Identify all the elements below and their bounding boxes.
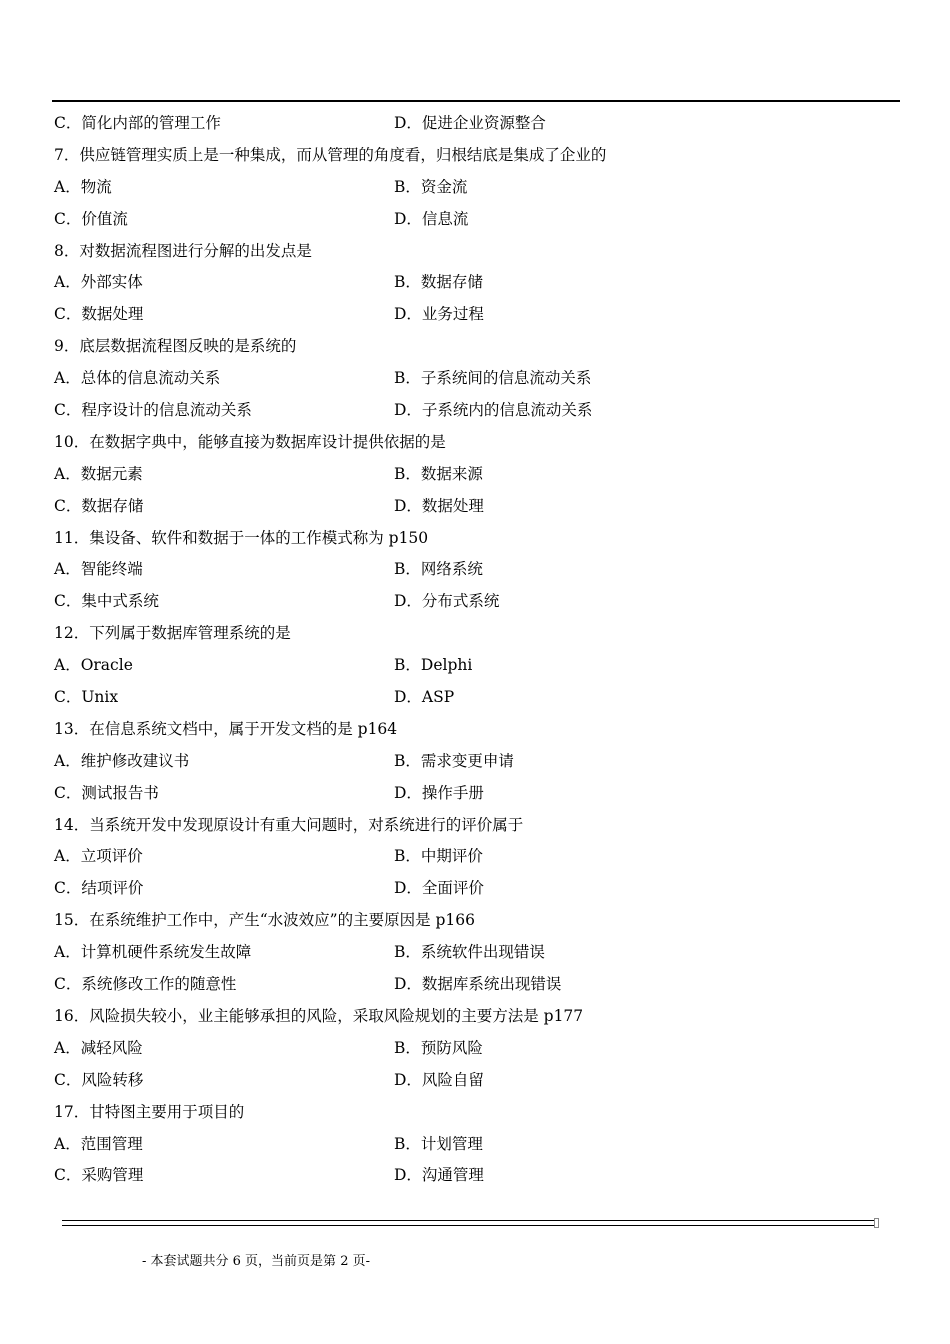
option-right: D．分布式系统 xyxy=(394,592,500,611)
option-right: B．系统软件出现错误 xyxy=(394,943,545,962)
option-left: A．数据元素 xyxy=(54,464,143,483)
option-row xyxy=(54,746,894,778)
question-line xyxy=(54,331,894,363)
option-row xyxy=(54,363,894,395)
option-left: C．数据处理 xyxy=(54,305,144,324)
option-left: C．风险转移 xyxy=(54,1070,144,1089)
option-right: D．沟通管理 xyxy=(394,1166,484,1185)
bottom-divider xyxy=(62,1220,874,1226)
option-left: A．智能终端 xyxy=(54,560,143,579)
option-row xyxy=(54,586,894,618)
option-left: C．程序设计的信息流动关系 xyxy=(54,401,252,420)
option-right: D．风险自留 xyxy=(394,1070,484,1089)
option-right: D．数据处理 xyxy=(394,496,484,515)
option-row xyxy=(54,299,894,331)
option-row xyxy=(54,267,894,299)
option-left: A．外部实体 xyxy=(54,273,143,292)
question-text: 10．在数据字典中，能够直接为数据库设计提供依据的是 xyxy=(54,432,446,451)
top-divider xyxy=(52,100,900,102)
question-line xyxy=(54,140,894,172)
option-row xyxy=(54,395,894,427)
option-right: D．子系统内的信息流动关系 xyxy=(394,401,593,420)
question-line xyxy=(54,1001,894,1033)
option-right: D．全面评价 xyxy=(394,879,484,898)
option-row xyxy=(54,554,894,586)
question-text: 9．底层数据流程图反映的是系统的 xyxy=(54,337,297,356)
option-row xyxy=(54,1129,894,1161)
exam-content xyxy=(54,108,894,1192)
option-row xyxy=(54,459,894,491)
option-row xyxy=(54,873,894,905)
option-left: C．Unix xyxy=(54,688,119,707)
question-text: 17．甘特图主要用于项目的 xyxy=(54,1102,245,1121)
option-row xyxy=(54,108,894,140)
question-line xyxy=(54,1097,894,1129)
option-right: B．Delphi xyxy=(394,656,473,675)
option-row xyxy=(54,841,894,873)
option-right: B．数据来源 xyxy=(394,464,483,483)
page-footer: - 本套试题共分 6 页，当前页是第 2 页- xyxy=(142,1254,370,1269)
option-left: C．数据存储 xyxy=(54,496,144,515)
option-left: A．总体的信息流动关系 xyxy=(54,369,221,388)
option-row xyxy=(54,650,894,682)
option-row xyxy=(54,1160,894,1192)
option-row xyxy=(54,937,894,969)
option-left: C．测试报告书 xyxy=(54,783,159,802)
option-left: C．集中式系统 xyxy=(54,592,159,611)
option-left: A．Oracle xyxy=(54,656,133,675)
option-row xyxy=(54,969,894,1001)
option-right: D．业务过程 xyxy=(394,305,484,324)
option-right: D．信息流 xyxy=(394,209,469,228)
option-right: B．数据存储 xyxy=(394,273,483,292)
option-left: C．采购管理 xyxy=(54,1166,144,1185)
question-text: 7．供应链管理实质上是一种集成，而从管理的角度看，归根结底是集成了企业的 xyxy=(54,145,607,164)
option-right: D．数据库系统出现错误 xyxy=(394,975,562,994)
option-right: B．网络系统 xyxy=(394,560,483,579)
option-left: C．简化内部的管理工作 xyxy=(54,114,221,132)
question-line xyxy=(54,810,894,842)
question-text: 15．在系统维护工作中，产生“水波效应”的主要原因是 p166 xyxy=(54,911,476,930)
option-left: A．计算机硬件系统发生故障 xyxy=(54,943,252,962)
option-right: B．中期评价 xyxy=(394,847,483,866)
option-left: C．结项评价 xyxy=(54,879,144,898)
question-text: 12．下列属于数据库管理系统的是 xyxy=(54,624,291,643)
question-text: 8．对数据流程图进行分解的出发点是 xyxy=(54,241,312,260)
option-right: D．促进企业资源整合 xyxy=(394,114,546,132)
option-left: C．系统修改工作的随意性 xyxy=(54,975,237,994)
option-left: A．物流 xyxy=(54,177,112,196)
question-text: 16．风险损失较小，业主能够承担的风险，采取风险规划的主要方法是 p177 xyxy=(54,1006,584,1025)
option-row xyxy=(54,491,894,523)
option-right: B．计划管理 xyxy=(394,1134,483,1153)
option-row xyxy=(54,778,894,810)
option-row xyxy=(54,1065,894,1097)
question-text: 11．集设备、软件和数据于一体的工作模式称为 p150 xyxy=(54,528,429,547)
option-row xyxy=(54,204,894,236)
option-left: A．范围管理 xyxy=(54,1134,143,1153)
option-row xyxy=(54,682,894,714)
question-line xyxy=(54,236,894,268)
option-right: D．ASP xyxy=(394,688,455,707)
option-row xyxy=(54,172,894,204)
question-line xyxy=(54,905,894,937)
question-line xyxy=(54,618,894,650)
question-line xyxy=(54,427,894,459)
option-left: C．价值流 xyxy=(54,209,128,228)
option-right: B．资金流 xyxy=(394,177,468,196)
option-row xyxy=(54,1033,894,1065)
option-left: A．维护修改建议书 xyxy=(54,751,190,770)
option-right: B．子系统间的信息流动关系 xyxy=(394,369,592,388)
option-right: D．操作手册 xyxy=(394,783,484,802)
option-left: A．立项评价 xyxy=(54,847,143,866)
question-line xyxy=(54,523,894,555)
option-right: B．预防风险 xyxy=(394,1038,483,1057)
question-line xyxy=(54,714,894,746)
option-left: A．减轻风险 xyxy=(54,1038,143,1057)
question-text: 14．当系统开发中发现原设计有重大问题时，对系统进行的评价属于 xyxy=(54,815,524,834)
option-right: B．需求变更申请 xyxy=(394,751,514,770)
question-text: 13．在信息系统文档中，属于开发文档的是 p164 xyxy=(54,719,398,738)
